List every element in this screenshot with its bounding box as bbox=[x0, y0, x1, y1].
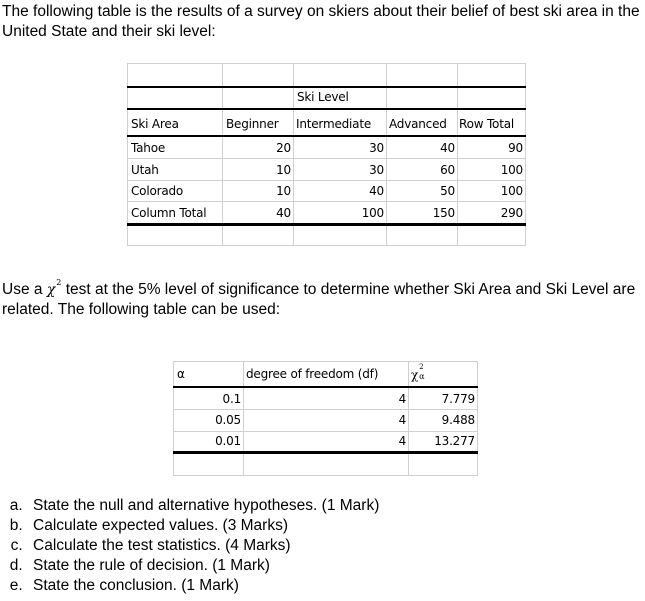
list-item: c. Calculate the test statistics. (4 Marks) bbox=[27, 536, 379, 556]
col-header-intermediate: Intermediate bbox=[296, 117, 372, 131]
chi-header-exponent: 2 bbox=[419, 363, 424, 371]
df-value: 4 bbox=[398, 434, 406, 448]
alpha-value: 0.05 bbox=[215, 413, 241, 427]
list-item: a. State the null and alternative hypotheses. (1 Mark) bbox=[27, 496, 379, 516]
table-row-label: Utah bbox=[131, 163, 159, 177]
chi-header-subscript: α bbox=[419, 372, 425, 381]
col-header-beginner: Beginner bbox=[226, 117, 279, 131]
intro-paragraph: The following table is the results of a survey on skiers about their belief of best ski area in the United State and their ski level: bbox=[2, 3, 640, 40]
df-value: 4 bbox=[398, 413, 406, 427]
alpha-value: 0.1 bbox=[222, 392, 241, 406]
alpha-header: α bbox=[177, 367, 185, 381]
table-cell: 100 bbox=[361, 206, 384, 220]
df-header: degree of freedom (df) bbox=[246, 367, 379, 381]
table-cell: 20 bbox=[276, 141, 291, 155]
instruction-after: test at the 5% level of significance to determine whether Ski Area and Ski Level are related. The following table can be used: bbox=[2, 281, 636, 318]
table-row-label: Colorado bbox=[131, 184, 184, 198]
critical-value: 13.277 bbox=[434, 434, 475, 448]
list-item: b. Calculate expected values. (3 Marks) bbox=[27, 516, 379, 536]
list-item: d. State the rule of decision. (1 Mark) bbox=[27, 556, 379, 576]
table-row-label: Column Total bbox=[131, 206, 207, 220]
table-cell: 100 bbox=[500, 184, 523, 198]
table-cell: 30 bbox=[369, 141, 384, 155]
col-header-advanced: Advanced bbox=[389, 117, 447, 131]
critical-value: 7.779 bbox=[441, 392, 475, 406]
df-value: 4 bbox=[398, 392, 406, 406]
instruction-before: Use a bbox=[2, 281, 47, 298]
table-row-label: Tahoe bbox=[131, 141, 166, 155]
table-cell: 40 bbox=[369, 184, 384, 198]
table-cell: 30 bbox=[369, 163, 384, 177]
table-cell: 10 bbox=[276, 163, 291, 177]
col-header-row-total: Row Total bbox=[459, 117, 514, 131]
table-cell: 10 bbox=[276, 184, 291, 198]
table-cell: 60 bbox=[440, 163, 455, 177]
table-cell: 50 bbox=[440, 184, 455, 198]
chi-critical-header: χ 2 α bbox=[411, 365, 426, 382]
table-cell: 90 bbox=[508, 141, 523, 155]
table-cell: 290 bbox=[500, 206, 523, 220]
critical-value: 9.488 bbox=[441, 413, 475, 427]
chi-square-symbol: $\chi^2$ bbox=[46, 278, 62, 298]
ski-level-header: Ski Level bbox=[297, 90, 349, 104]
table-cell: 150 bbox=[432, 206, 455, 220]
chi-square-exponent: 2 bbox=[56, 278, 62, 287]
list-item: e. State the conclusion. (1 Mark) bbox=[27, 576, 379, 596]
task-list bbox=[6, 496, 379, 596]
table-cell: 40 bbox=[440, 141, 455, 155]
col-header-ski-area: Ski Area bbox=[131, 117, 179, 131]
table-cell: 40 bbox=[276, 206, 291, 220]
table-cell: 100 bbox=[500, 163, 523, 177]
alpha-value: 0.01 bbox=[215, 434, 241, 448]
